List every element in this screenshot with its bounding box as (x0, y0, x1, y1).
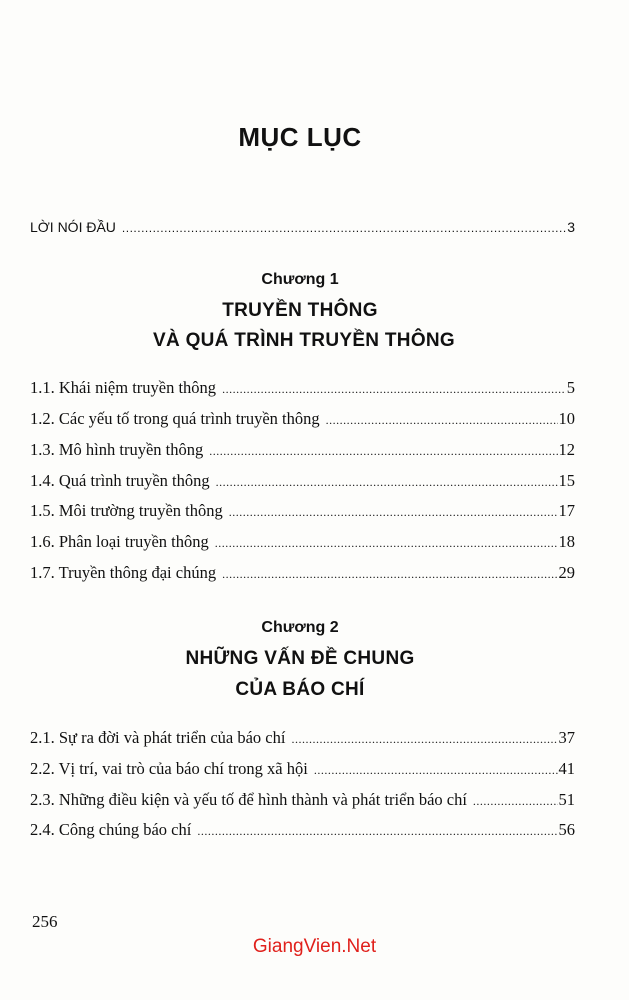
chapter-heading-line: NHỮNG VẤN ĐỀ CHUNG (185, 648, 415, 669)
toc-entry-page: 17 (558, 501, 575, 520)
toc-entry[interactable] (30, 471, 575, 493)
toc-entry-page: 29 (558, 563, 575, 582)
leader-dots (216, 475, 558, 490)
toc-entry-page: 18 (558, 532, 575, 551)
toc-entry-page: 56 (558, 820, 575, 839)
toc-entry[interactable] (30, 563, 575, 585)
toc-entry[interactable] (30, 759, 575, 781)
toc-entry-page: 15 (558, 471, 575, 490)
toc-entry-label: 1.5. Môi trường truyền thông (30, 501, 223, 520)
toc-entry-page: 5 (566, 378, 575, 397)
toc-entry[interactable] (30, 409, 575, 431)
chapter-heading-line: CỦA BÁO CHÍ (235, 679, 365, 700)
chapter-label: Chương 2 (261, 619, 339, 636)
watermark: GiangVien.Net (252, 936, 377, 957)
page-title: MỤC LỤC (238, 122, 362, 152)
toc-entry-label: 1.7. Truyền thông đại chúng (30, 563, 217, 582)
chapter-label: Chương 1 (261, 271, 339, 288)
leader-dots (222, 382, 566, 397)
leader-dots (326, 413, 558, 428)
toc-entry-page: 37 (558, 728, 575, 747)
toc-entry-label: 2.4. Công chúng báo chí (30, 820, 192, 839)
leader-dots (291, 732, 557, 747)
toc-entry[interactable] (30, 501, 575, 523)
toc-entry[interactable] (30, 440, 575, 462)
toc-entry[interactable] (30, 378, 575, 400)
toc-entry-label: 1.1. Khái niệm truyền thông (30, 378, 217, 397)
toc-entry-label: 2.2. Vị trí, vai trò của báo chí trong xã hội (30, 759, 308, 778)
toc-entry-page: 51 (558, 790, 575, 809)
toc-entry-label: 2.3. Những điều kiện và yếu tố để hình thành và phát triển báo chí (30, 790, 467, 809)
leader-dots (229, 505, 558, 520)
leader-dots (473, 794, 558, 809)
toc-entry-preface[interactable] (30, 219, 575, 241)
toc-entry[interactable] (30, 532, 575, 554)
chapter-heading-line: TRUYỀN THÔNG (222, 300, 378, 321)
chapter-heading-line: VÀ QUÁ TRÌNH TRUYỀN THÔNG (153, 330, 455, 351)
leader-dots (209, 444, 557, 459)
toc-entry-label: 1.3. Mô hình truyền thông (30, 440, 204, 459)
toc-entry-label: 1.6. Phân loại truyền thông (30, 532, 209, 551)
leader-dots (215, 536, 558, 551)
leader-dots (122, 221, 566, 235)
toc-entry-label: 1.2. Các yếu tố trong quá trình truyền thông (30, 409, 320, 428)
toc-entry[interactable] (30, 820, 575, 842)
leader-dots (222, 567, 557, 582)
toc-entry-label: LỜI NÓI ĐẦU (30, 219, 116, 235)
toc-entry-page: 3 (567, 219, 575, 235)
toc-entry-label: 1.4. Quá trình truyền thông (30, 471, 210, 490)
toc-entry-page: 10 (558, 409, 575, 428)
toc-entry[interactable] (30, 790, 575, 812)
toc-entry[interactable] (30, 728, 575, 750)
leader-dots (197, 824, 557, 839)
toc-entry-label: 2.1. Sự ra đời và phát triển của báo chí (30, 728, 286, 747)
toc-entry-page: 12 (558, 440, 575, 459)
leader-dots (314, 763, 558, 778)
toc-entry-page: 41 (558, 759, 575, 778)
page-number: 256 (32, 912, 58, 931)
